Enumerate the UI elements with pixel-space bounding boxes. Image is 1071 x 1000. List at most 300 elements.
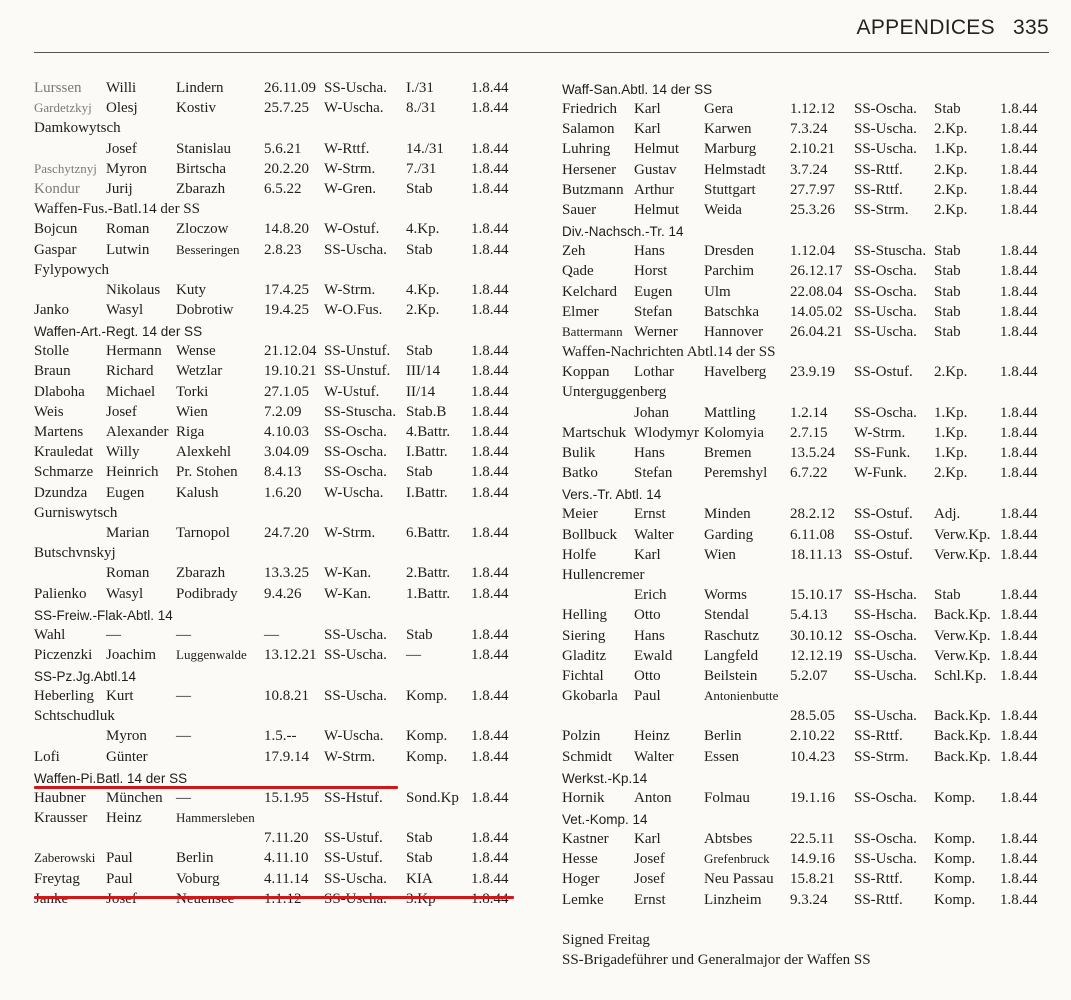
cell-birth-date: 22.5.11 (790, 831, 835, 847)
text-line (562, 565, 1062, 585)
roster-row (562, 525, 1062, 545)
cell-given-name: Wlodymyr (634, 424, 699, 441)
cell-given-name: Michael (106, 383, 156, 400)
cell-birth-date: 2.10.22 (790, 728, 835, 745)
cell-birthplace: Folmau (704, 789, 750, 806)
cell-date: 1.8.44 (1000, 607, 1038, 624)
cell-surname: Gaspar (34, 241, 77, 258)
cell-given-name: Hans (634, 445, 665, 461)
cell-given-name: Lutwin (106, 241, 150, 258)
text-line (562, 382, 1062, 402)
cell-unit: 2.Kp. (934, 121, 968, 138)
cell-rank: SS-Ostuf. (854, 546, 913, 563)
cell-date: 1.8.44 (471, 140, 509, 157)
cell-birth-date: 13.5.24 (790, 445, 835, 461)
cell-rank: SS-Oscha. (324, 424, 387, 440)
roster-row (34, 625, 544, 645)
cell-birth-date: 2.7.15 (790, 424, 828, 441)
cell-rank: W-Funk. (854, 465, 907, 482)
cell-rank: SS-Oscha. (854, 627, 917, 644)
cell-unit: 2.Battr. (406, 565, 451, 582)
cell-unit: 14./31 (406, 140, 444, 157)
cell-birthplace: Ulm (704, 283, 731, 300)
cell-birthplace: Abtsbes (704, 831, 753, 847)
cell-rank: W-Kan. (324, 565, 372, 582)
roster-row (562, 443, 1062, 463)
text-line-content: Butschvnskyj (34, 545, 116, 562)
roster-row (562, 504, 1062, 524)
cell-surname: Piczenzki (34, 646, 93, 663)
cell-surname: Gardetzkyj (34, 100, 92, 116)
cell-surname: Haubner (34, 789, 86, 806)
cell-unit: Stab (934, 243, 961, 260)
cell-surname: Lemke (562, 891, 604, 908)
cell-surname: Salamon (562, 121, 615, 138)
cell-date: 1.8.44 (471, 585, 509, 602)
cell-rank: SS-Stuscha. (324, 403, 397, 420)
roster-row (562, 423, 1062, 443)
cell-birth-date: 19.1.16 (790, 789, 835, 806)
cell-birth-date: 24.7.20 (264, 524, 309, 541)
roster-row (34, 98, 544, 118)
cell-rank: SS-Rttf. (854, 181, 903, 198)
cell-date: 1.8.44 (1000, 101, 1038, 117)
cell-surname: Helling (562, 607, 607, 624)
cell-unit: Komp. (934, 851, 976, 868)
cell-surname: Bojcun (34, 221, 78, 238)
cell-birthplace: Zbarazh (176, 565, 226, 582)
cell-given-name: Lothar (634, 364, 674, 381)
cell-given-name: Stefan (634, 465, 673, 482)
cell-given-name: Ernst (634, 506, 666, 523)
cell-birthplace: Birtscha (176, 160, 226, 177)
section-heading (562, 220, 1062, 241)
cell-rank: W-Uscha. (324, 100, 384, 117)
cell-birthplace: Stanislau (176, 140, 231, 157)
roster-row (34, 442, 544, 462)
cell-birthplace: Torki (176, 383, 209, 400)
cell-given-name: Karl (634, 121, 661, 138)
cell-birthplace: Mattling (704, 404, 756, 421)
cell-birth-date: 1.12.04 (790, 243, 835, 260)
roster-row (34, 139, 544, 159)
cell-birth-date: 2.8.23 (264, 241, 302, 258)
text-line-content: Signed Freitag (562, 931, 650, 948)
roster-row (562, 119, 1062, 139)
text-line (34, 503, 544, 523)
text-line (34, 199, 544, 219)
cell-birth-date: 14.05.02 (790, 303, 843, 320)
cell-given-name: Arthur (634, 181, 674, 198)
cell-birth-date: 1.6.20 (264, 484, 302, 501)
header-rule (34, 52, 1049, 53)
cell-rank: SS-Hscha. (854, 587, 917, 604)
cell-rank: W-Strm. (324, 748, 376, 765)
cell-date: 1.8.44 (471, 80, 509, 96)
cell-rank: SS-Funk. (854, 445, 911, 461)
cell-unit: 4.Kp. (406, 221, 440, 238)
roster-row (34, 563, 544, 583)
cell-given-name: Heinz (634, 728, 670, 745)
cell-date: 1.8.44 (1000, 465, 1038, 482)
cell-rank: SS-Oscha. (854, 831, 917, 847)
cell-surname: Friedrich (562, 101, 617, 117)
section-heading-text: SS-Freiw.-Flak-Abtl. 14 (34, 607, 173, 623)
page-number: 335 (1013, 16, 1049, 39)
cell-rank: W-Strm. (324, 281, 376, 298)
cell-unit: Back.Kp. (934, 607, 991, 624)
cell-date: 1.8.44 (1000, 627, 1038, 644)
cell-surname: Hersener (562, 161, 617, 178)
roster-row (34, 808, 544, 828)
cell-rank: SS-Uscha. (324, 80, 387, 96)
cell-surname: Martens (34, 424, 84, 440)
roster-row (34, 584, 544, 604)
cell-given-name: Karl (634, 831, 661, 847)
text-line-content: Fylypowych (34, 261, 109, 278)
left-column (34, 78, 544, 909)
roster-row (562, 322, 1062, 342)
cell-given-name: Joachim (106, 646, 156, 663)
roster-row (34, 747, 544, 767)
cell-given-name: Günter (106, 748, 148, 765)
cell-surname: Schmidt (562, 748, 613, 765)
text-line (562, 910, 1062, 930)
cell-birth-date: 14.9.16 (790, 851, 835, 868)
cell-birthplace: Beilstein (704, 667, 758, 684)
cell-birthplace: Zbarazh (176, 180, 226, 197)
cell-birth-date: 20.2.20 (264, 160, 309, 177)
cell-unit: Adj. (934, 506, 961, 523)
cell-birthplace: Karwen (704, 121, 752, 138)
cell-surname: Siering (562, 627, 606, 644)
cell-surname: Battermann (562, 323, 623, 339)
cell-given-name: Walter (634, 526, 674, 543)
cell-unit: Stab (934, 303, 961, 320)
cell-birth-date: 26.11.09 (264, 80, 316, 96)
cell-given-name: Heinz (106, 810, 142, 826)
cell-birth-date: 10.8.21 (264, 688, 309, 705)
cell-rank: SS-Uscha. (854, 323, 917, 340)
cell-unit: Verw.Kp. (934, 627, 991, 644)
cell-birth-date: 5.6.21 (264, 140, 302, 157)
cell-rank: SS-Strm. (854, 748, 909, 765)
cell-birthplace: Kuty (176, 281, 206, 298)
cell-given-name: Hermann (106, 343, 162, 360)
cell-rank: SS-Ustuf. (324, 850, 383, 867)
cell-surname: Bollbuck (562, 526, 617, 543)
cell-birth-date: 26.04.21 (790, 323, 843, 340)
cell-birthplace: Raschutz (704, 627, 759, 644)
section-heading (562, 483, 1062, 504)
cell-unit: 1.Kp. (934, 141, 968, 158)
roster-row (34, 869, 544, 889)
cell-date: 1.8.44 (471, 403, 509, 420)
cell-date: 1.8.44 (1000, 445, 1038, 461)
cell-date: 1.8.44 (471, 160, 509, 177)
cell-unit: Stab (934, 587, 961, 604)
cell-given-name: Roman (106, 221, 150, 238)
cell-birth-date: 10.4.23 (790, 748, 835, 765)
cell-given-name: Kurt (106, 688, 134, 705)
cell-date: 1.8.44 (1000, 424, 1038, 441)
cell-given-name: Wasyl (106, 585, 144, 602)
section-heading-text: Waffen-Art.-Regt. 14 der SS (34, 324, 203, 340)
roster-row (562, 605, 1062, 625)
cell-birthplace: Kostiv (176, 100, 217, 117)
cell-birth-date: 6.5.22 (264, 180, 302, 197)
cell-surname: Polzin (562, 728, 601, 745)
section-heading-text: Waffen-Pi.Batl. 14 der SS (34, 770, 188, 786)
roster-row (562, 829, 1062, 849)
cell-rank: SS-Uscha. (854, 647, 917, 664)
cell-given-name: Josef (634, 851, 665, 868)
cell-birthplace: Dobrotiw (176, 302, 234, 319)
cell-rank: W-Ostuf. (324, 221, 380, 238)
cell-surname: Wahl (34, 626, 66, 643)
cell-birthplace: Gera (704, 101, 734, 117)
cell-birth-date: 19.10.21 (264, 363, 317, 380)
roster-row (34, 523, 544, 543)
roster-row (34, 361, 544, 381)
cell-unit: Stab (406, 626, 433, 643)
right-column (562, 78, 1062, 970)
cell-date: 1.8.44 (471, 302, 509, 319)
cell-unit: 1.Kp. (934, 424, 968, 441)
cell-rank: SS-Unstuf. (324, 363, 391, 380)
roster-row (34, 159, 544, 179)
cell-date: 1.8.44 (471, 100, 509, 117)
cell-birth-date: 15.8.21 (790, 871, 835, 888)
cell-given-name: Walter (634, 748, 674, 765)
cell-rank: SS-Uscha. (324, 241, 387, 258)
text-line (562, 930, 1062, 950)
cell-birth-date: 23.9.19 (790, 364, 835, 381)
roster-row (562, 200, 1062, 220)
roster-row (34, 848, 544, 868)
cell-date: 1.8.44 (471, 789, 509, 806)
cell-unit: Stab (934, 283, 961, 300)
cell-given-name: Olesj (106, 100, 138, 117)
cell-rank: W-Ustuf. (324, 383, 380, 400)
cell-unit: 4.Battr. (406, 424, 451, 440)
cell-birth-date: 3.04.09 (264, 444, 309, 461)
cell-surname: Janko (34, 302, 69, 319)
section-heading-text: Vet.-Komp. 14 (562, 812, 648, 827)
cell-unit: 4.Kp. (406, 281, 440, 298)
cell-surname: Bulik (562, 445, 596, 461)
cell-unit: I.Battr. (406, 444, 448, 461)
cell-given-name: Johan (634, 404, 669, 421)
cell-unit: 2.Kp. (934, 201, 968, 218)
cell-birthplace: Lindern (176, 80, 224, 96)
cell-given-name: Hans (634, 243, 665, 260)
cell-surname: Kondur (34, 180, 80, 197)
cell-given-name: Ernst (634, 891, 666, 908)
cell-unit: 1.Kp. (934, 445, 968, 461)
cell-birthplace: Wetzlar (176, 363, 223, 380)
cell-birthplace: Linzheim (704, 891, 762, 908)
section-heading-text: Werkst.-Kp.14 (562, 770, 648, 786)
cell-date: 1.8.44 (471, 180, 509, 197)
cell-given-name: Eugen (634, 283, 673, 300)
cell-given-name: — (106, 626, 121, 643)
cell-rank: SS-Uscha. (854, 708, 917, 725)
cell-birth-date: 9.3.24 (790, 891, 828, 908)
cell-birthplace: Havelberg (704, 364, 767, 381)
cell-given-name: Josef (634, 871, 665, 888)
cell-given-name: Helmut (634, 201, 679, 218)
roster-row (34, 402, 544, 422)
cell-surname: Sauer (562, 201, 597, 218)
cell-birthplace: Besseringen (176, 241, 240, 257)
cell-date: 1.8.44 (471, 363, 509, 380)
cell-date: 1.8.44 (1000, 283, 1038, 300)
text-line-content: Hullencremer (562, 566, 645, 583)
cell-date: 1.8.44 (1000, 891, 1038, 908)
cell-unit: 2.Kp. (934, 161, 968, 178)
cell-birthplace: Hannover (704, 323, 764, 340)
cell-unit: III/14 (406, 363, 441, 380)
cell-unit: 2.Kp. (934, 181, 968, 198)
cell-unit: 6.Battr. (406, 524, 451, 541)
cell-unit: Komp. (934, 891, 976, 908)
cell-birth-date: 8.4.13 (264, 464, 302, 481)
cell-surname: Dzundza (34, 484, 88, 501)
cell-surname: Elmer (562, 303, 599, 320)
roster-row (562, 545, 1062, 565)
cell-birth-date: 1.5.-- (264, 728, 297, 745)
cell-birth-date: 4.10.03 (264, 424, 309, 440)
cell-birthplace: Luggenwalde (176, 646, 247, 662)
cell-unit: Komp. (934, 831, 976, 847)
text-line (34, 706, 544, 726)
cell-date: 1.8.44 (1000, 546, 1038, 563)
cell-date: 1.8.44 (1000, 667, 1038, 684)
cell-unit: 8./31 (406, 100, 437, 117)
text-line (562, 950, 1062, 970)
cell-given-name: Werner (634, 323, 678, 340)
cell-given-name: Erich (634, 587, 667, 604)
cell-birth-date: 17.9.14 (264, 748, 309, 765)
cell-unit: Back.Kp. (934, 708, 991, 725)
cell-birth-date: 15.10.17 (790, 587, 843, 604)
roster-row (34, 462, 544, 482)
cell-date: 1.8.44 (471, 646, 509, 663)
cell-birthplace: Peremshyl (704, 465, 768, 482)
roster-row (562, 626, 1062, 646)
cell-rank: SS-Ustuf. (324, 830, 383, 847)
cell-surname: Luhring (562, 141, 611, 158)
text-line (34, 260, 544, 280)
cell-rank: W-Strm. (324, 524, 376, 541)
section-heading-text: Div.-Nachsch.-Tr. 14 (562, 224, 684, 240)
cell-date: 1.8.44 (1000, 323, 1038, 340)
cell-rank: SS-Uscha. (324, 646, 387, 663)
cell-surname: Fichtal (562, 667, 604, 684)
cell-birth-date: 27.7.97 (790, 181, 835, 198)
cell-birth-date: 25.7.25 (264, 100, 309, 117)
cell-birthplace: Bremen (704, 445, 752, 461)
cell-given-name: Paul (106, 850, 133, 867)
roster-row (34, 726, 544, 746)
cell-surname: Weis (34, 403, 64, 420)
cell-rank: SS-Oscha. (854, 263, 917, 280)
cell-surname: Zaberowski (34, 850, 96, 866)
cell-rank: SS-Uscha. (854, 141, 917, 158)
cell-rank: SS-Uscha. (324, 688, 387, 705)
cell-given-name: Myron (106, 728, 147, 745)
cell-date: 1.8.44 (471, 484, 509, 501)
cell-surname: Heberling (34, 688, 94, 705)
cell-birthplace: Antonienbutte (704, 688, 779, 704)
cell-given-name: Heinrich (106, 464, 159, 481)
roster-row (34, 382, 544, 402)
cell-surname: Paschytznyj (34, 160, 97, 176)
text-line-content: Gurniswytsch (34, 504, 118, 521)
section-heading (34, 767, 544, 788)
cell-birth-date: 12.12.19 (790, 647, 843, 664)
cell-birthplace: Hammersleben (176, 810, 255, 825)
cell-rank: SS-Rttf. (854, 891, 903, 908)
running-head (857, 16, 1049, 40)
cell-date: 1.8.44 (1000, 243, 1038, 260)
cell-date: 1.8.44 (471, 626, 509, 643)
roster-row (562, 726, 1062, 746)
cell-birth-date: 14.8.20 (264, 221, 309, 238)
cell-birth-date: 15.1.95 (264, 789, 309, 806)
section-heading-text: Vers.-Tr. Abtl. 14 (562, 487, 662, 503)
roster-row (562, 241, 1062, 261)
cell-date: 1.8.44 (1000, 121, 1038, 138)
roster-row (34, 240, 544, 260)
cell-given-name: Nikolaus (106, 281, 161, 298)
cell-date: 1.8.44 (471, 688, 509, 705)
cell-given-name: Stefan (634, 303, 673, 320)
cell-unit: Komp. (934, 871, 976, 888)
cell-birth-date: 13.3.25 (264, 565, 309, 582)
cell-unit: Stab (406, 343, 433, 360)
cell-birthplace: Grefenbruck (704, 851, 770, 867)
cell-rank: SS-Oscha. (854, 283, 917, 300)
cell-unit: 1.Kp. (934, 404, 968, 421)
cell-birthplace: Podibrady (176, 585, 238, 602)
cell-date: 1.8.44 (1000, 708, 1038, 725)
cell-given-name: Wasyl (106, 302, 144, 319)
cell-rank: SS-Hscha. (854, 607, 917, 624)
cell-unit: Stab (406, 180, 433, 197)
cell-birth-date: 21.12.04 (264, 343, 317, 360)
cell-birth-date: 4.11.10 (264, 850, 309, 867)
cell-unit: 2.Kp. (406, 302, 440, 319)
cell-birth-date: 27.1.05 (264, 383, 309, 400)
roster-row (562, 849, 1062, 869)
cell-birthplace: Voburg (176, 870, 220, 887)
cell-birthplace: Tarnopol (176, 524, 230, 541)
text-line (34, 118, 544, 138)
cell-given-name: Josef (106, 403, 137, 420)
cell-birthplace: — (176, 789, 191, 806)
cell-unit: Stab (406, 241, 433, 258)
cell-birthplace: Wien (176, 403, 208, 420)
cell-unit: Back.Kp. (934, 728, 991, 745)
cell-rank: SS-Uscha. (324, 626, 387, 643)
cell-rank: W-Rttf. (324, 140, 370, 157)
cell-rank: W-Kan. (324, 585, 372, 602)
cell-date: 1.8.44 (1000, 831, 1038, 847)
cell-birthplace: Kolomyia (704, 424, 764, 441)
cell-date: 1.8.44 (1000, 789, 1038, 806)
